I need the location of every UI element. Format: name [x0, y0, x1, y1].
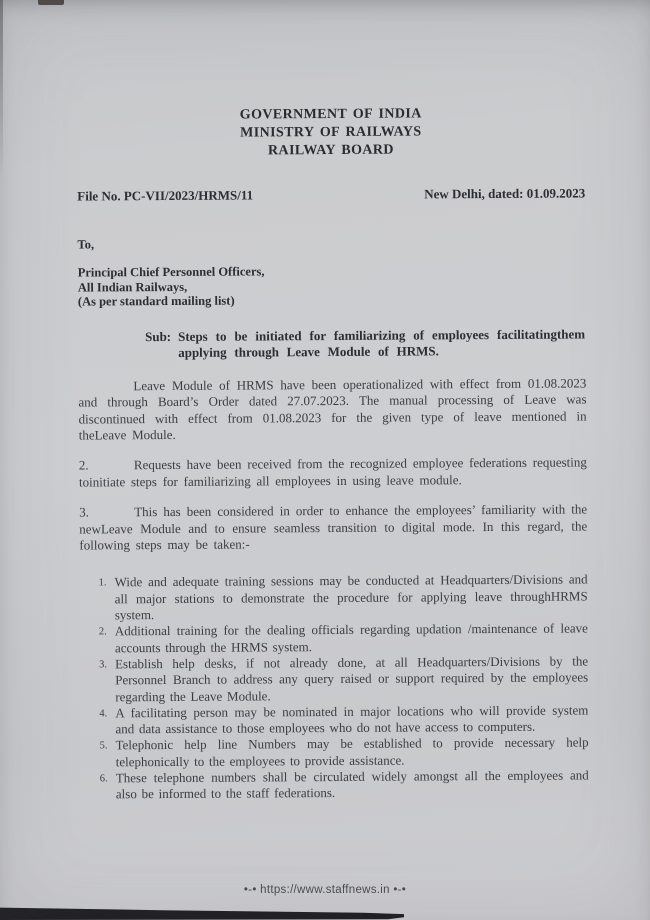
letterhead-ministry: MINISTRY OF RAILWAYS — [240, 124, 422, 141]
paragraph-2 — [79, 455, 587, 491]
paragraph-number: 3. — [79, 504, 89, 520]
step-number: 3. — [99, 659, 108, 671]
step-item — [99, 653, 588, 705]
paragraph-text: Requests have been received from the recognized employee federations requesting toinitiate steps for familiarizing all employees in using leave module. — [78, 454, 587, 490]
step-number: 4. — [99, 708, 108, 720]
address-line: Principal Chief Personnel Officers, — [77, 264, 265, 280]
step-text: Wide and adequate training sessions may be conducted at Headquarters/Divisions and all major stations to demonstrate the procedure for applying leave throughHRMS system. — [114, 571, 588, 623]
scan-artifact-top-tab — [38, 0, 64, 5]
step-item — [99, 621, 588, 657]
address-lines — [78, 262, 586, 309]
step-text: Establish help desks, if not already done, at all Headquarters/Divisions by the Personnel Branch to address any query raised or support required by the employees regarding the Leave Module. — [115, 653, 589, 704]
step-text: Additional training for the dealing officials regarding updation /maintenance of leave accounts through the HRMS system. — [114, 620, 588, 655]
scan-artifact-left-edge-shadow — [0, 0, 3, 180]
step-text: These telephone numbers shall be circulated widely amongst all the employees and also be informed to the staff federations. — [115, 767, 589, 802]
step-text: Telephonic help line Numbers may be established to provide necessary help telephonically to the employees to provide assistance. — [115, 734, 589, 770]
place-and-date: New Delhi, dated: 01.09.2023 — [424, 185, 586, 202]
address-line: (As per standard mailing list) — [77, 293, 235, 309]
step-item — [100, 767, 589, 803]
letterhead-government: GOVERNMENT OF INDIA — [239, 106, 422, 123]
watermark-url — [0, 884, 650, 896]
step-item — [99, 702, 588, 738]
paragraph-text: This has been considered in order to enhance the employees’ familiarity with the newLeave Module and to ensure seamless transition to digital mode. In this regard, the following steps may be taken:- — [79, 501, 588, 553]
letter-body — [76, 0, 589, 803]
steps-list — [99, 572, 589, 803]
step-item — [99, 572, 588, 624]
scan-artifact-bottom-edge — [0, 906, 404, 920]
salutation: To, — [77, 237, 95, 252]
file-number: File No. PC-VII/2023/HRMS/11 — [77, 187, 254, 204]
step-text: A facilitating person may be nominated in major locations who will provide system and data assistance to those employees who do not have access to computers. — [115, 702, 589, 737]
subject-label: Sub: — [145, 328, 172, 344]
file-meta-row — [77, 185, 585, 204]
watermark-text: •-• https://www.staffnews.in •-• — [243, 884, 407, 896]
subject-text: Steps to be initiated for familiarizing of employees facilitatingthem applying through Leave Module of HRMS. — [178, 326, 586, 361]
address-line: All Indian Railways, — [77, 279, 188, 295]
step-number: 5. — [99, 740, 108, 752]
step-item — [100, 735, 589, 771]
paragraph-number: 2. — [78, 457, 89, 473]
step-number: 1. — [98, 577, 107, 589]
step-number: 2. — [98, 626, 107, 638]
recipient-block — [77, 234, 585, 309]
letterhead — [77, 104, 585, 161]
letterhead-board: RAILWAY BOARD — [267, 142, 394, 159]
paragraph-text: Leave Module of HRMS have been operationalized with effect from 01.08.2023 and through Board’s Order dated 27.07.2023. The manual processing of Leave was discontinued with effect from 01.08.2023 for the given type of leave mentioned in theLeave Module. — [78, 375, 587, 443]
paragraph-1 — [78, 375, 586, 444]
step-number: 6. — [99, 773, 108, 785]
paragraph-3 — [79, 502, 587, 554]
subject-block — [145, 326, 585, 362]
